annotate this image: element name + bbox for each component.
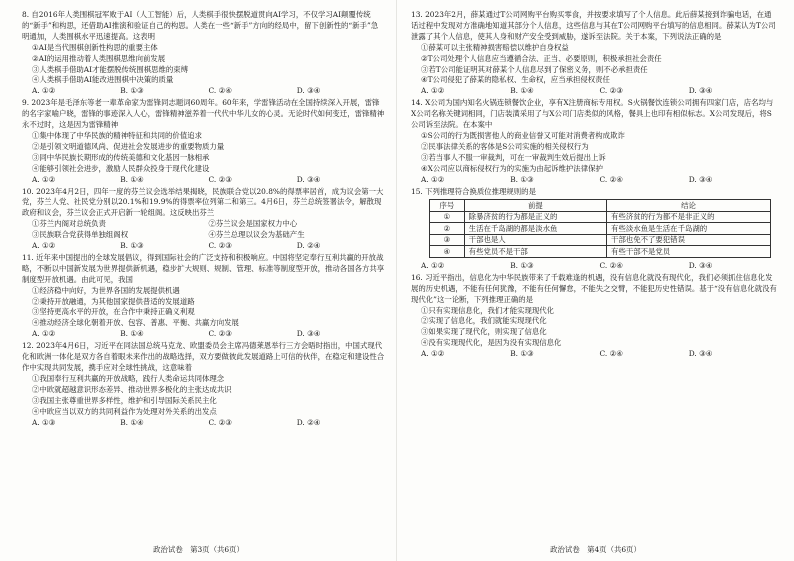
table-cell: 除暴济贫的行为都是正义的: [464, 211, 606, 223]
question-10: [22, 187, 385, 252]
option-b[interactable]: B. ①③: [510, 260, 534, 270]
option-b[interactable]: B. ①④: [510, 86, 534, 96]
answer-options: [421, 349, 778, 360]
statement: ④中欧应当以双方的共同利益作为处理对外关系的出发点: [32, 406, 217, 416]
option-d[interactable]: D. ②④: [296, 241, 321, 251]
option-c[interactable]: C. ②③: [208, 241, 232, 251]
table-cell: 有些淡水鱼是生活在千岛湖的: [607, 223, 771, 235]
table-row: [430, 234, 771, 246]
option-c[interactable]: C. ②③: [208, 174, 232, 184]
table-cell: 有些济贫的行为都不是非正义的: [607, 211, 771, 223]
statement-grid: [32, 219, 385, 241]
statement: ①集中体现了中华民族的精神特征和共同的价值追求: [32, 130, 202, 140]
table-row: [430, 246, 771, 258]
page-footer: 政治试卷 第3页（共6页）: [153, 545, 244, 554]
question-stem: 13. 2023年2月，薛某通过T公司网购平台购买零食，并按要求填写了个人信息。此后薛某接到诈骗电话，在通话过程中发现对方准确地知道其部分个人信息，这些信息与其在T公司网购平台填写的信息相同。薛某认为T公司泄露了其个人信息，使其人身和财产安全受到威胁，遂诉至法院。关于本案，下列说法正确的是: [411, 10, 776, 41]
question-16: [411, 273, 778, 360]
question-8: [22, 10, 385, 97]
question-stem: 16. 习近平指出，信息化为中华民族带来了千载难逢的机遇，没有信息化就没有现代化，我们必须抓住信息化发展的历史机遇，不能有任何犹豫，不能有任何懈怠，不能失之交臂，不能犯历史性错误。基于“没有信息化就没有现代化”这一论断，下列推理正确的是: [411, 272, 777, 304]
option-d[interactable]: D. ②④: [296, 417, 321, 427]
table-cell: ①: [430, 211, 465, 223]
answer-options: [32, 418, 385, 429]
statement: ②民事法律关系的客体是S公司实施的相关侵权行为: [421, 141, 589, 151]
statement: ③同中华民族长期形成的传统美德和文化基因一脉相承: [32, 152, 210, 162]
statement: ④人类棋手借助AI能改进围棋中决策的质量: [32, 75, 174, 85]
question-13: [411, 10, 778, 97]
option-a[interactable]: A. ①②: [421, 260, 445, 270]
statement: ②芬兰议会是国家权力中心: [208, 219, 298, 229]
option-c[interactable]: C. ②③: [208, 329, 232, 339]
table-cell: 干部也免不了要犯错误: [607, 234, 771, 246]
statement: ④推动经济全球化朝着开放、包容、普惠、平衡、共赢方向发展: [32, 318, 239, 328]
statement: ②AI的运用推动着人类围棋思维向前发展: [32, 53, 166, 63]
statement: ③我国主张尊重世界多样性，维护和引导国际关系民主化: [32, 395, 217, 405]
answer-options: [421, 175, 778, 186]
statement: ①AI是当代围棋创新性构思的重要主体: [32, 42, 158, 52]
question-11: [22, 253, 385, 340]
column-header: 结论: [607, 200, 771, 212]
statement: ①芬兰内阁对总统负责: [32, 219, 106, 229]
question-stem: 14. X公司为国内知名火锅连锁餐饮企业，享有X注册商标专用权。S火锅餐饮连锁公司拥有四家门店，店名均与X公司名称关键词相同，门店装潢采用了与X公司门店类似的风格，餐具上也印有相似标志。X公司发现后，将S公司诉至法院。在本案中: [411, 98, 774, 130]
question-9: [22, 98, 385, 185]
option-c[interactable]: C. ②④: [599, 349, 623, 359]
statement: ②中欧就超越意识形态差异、推动世界多极化的主张达成共识: [32, 384, 232, 394]
statement: ①我国奉行互利共赢的开放战略，践行人类命运共同体理念: [32, 373, 225, 383]
option-c[interactable]: C. ②③: [208, 417, 232, 427]
reasoning-table: [429, 199, 771, 258]
table-row: [430, 211, 771, 223]
question-12: [22, 341, 385, 428]
statement: ④T公司侵犯了薛某的隐私权、生命权，应当承担侵权责任: [421, 75, 610, 85]
option-a[interactable]: A. ①②: [32, 329, 56, 339]
statement: ③人类棋手借助AI才能摆脱传统围棋思维的束缚: [32, 64, 189, 74]
option-a[interactable]: A. ①②: [32, 241, 56, 251]
option-d[interactable]: D. ③④: [688, 174, 713, 184]
table-cell: ②: [430, 223, 465, 235]
statement: ②实现了信息化，我们就能实现现代化: [421, 316, 547, 326]
answer-options: [32, 329, 385, 340]
table-header-row: [430, 200, 771, 212]
question-14: [411, 98, 778, 185]
column-header: 前提: [464, 200, 606, 212]
question-stem: 9. 2023年是毛泽东等老一辈革命家为雷锋同志题词60周年。60年来，学雷锋活动在全国持续深入开展，雷锋的名字家喻户晓，雷锋的事迹深入人心，雷锋精神滋养着一代代中华儿女的心灵。无论时代如何变迁，雷锋精神永不过时，这是因为雷锋精神: [22, 98, 385, 130]
answer-options: [421, 86, 778, 97]
statement: ③若T公司能证明其对薛某个人信息尽到了保密义务，则不必承担责任: [421, 64, 648, 74]
answer-options: [421, 261, 778, 272]
option-d[interactable]: D. ③④: [296, 86, 321, 96]
option-a[interactable]: A. ①②: [32, 86, 56, 96]
option-a[interactable]: A. ①③: [32, 417, 56, 427]
table-cell: 有些干部不是党员: [607, 246, 771, 258]
page-footer: 政治试卷 第4页（共6页）: [550, 545, 641, 554]
statement: ①S公司的行为既损害他人的商业信誉又可能对消费者构成欺诈: [421, 130, 625, 140]
statement: ③如果实现了现代化，则实现了信息化: [421, 327, 547, 337]
option-b[interactable]: B. ①④: [120, 417, 144, 427]
option-b[interactable]: B. ①③: [120, 86, 144, 96]
option-b[interactable]: B. ①③: [510, 174, 534, 184]
statement: ①薛某可以主张精神损害赔偿以维护自身权益: [421, 42, 569, 52]
table-cell: ④: [430, 246, 465, 258]
option-d[interactable]: D. ③④: [296, 174, 321, 184]
statement: ①只有实现信息化，我们才能实现现代化: [421, 305, 555, 315]
option-a[interactable]: A. ①②: [421, 174, 445, 184]
option-c[interactable]: C. ②③: [599, 86, 623, 96]
question-stem: 8. 自2016年人类围棋冠军败于AI（人工智能）后，人类棋手很快摆脱道贯向AI学习，不仅学习AI颠覆传统的“新手”和构思，还借助AI推演和验证自己的构思。人类在一些“新手”方向的经局中，留下创新性的“新手”急明通加，人类围棋水平迅速提高。这表明: [22, 10, 379, 41]
answer-options: [32, 241, 385, 252]
option-a[interactable]: A. ①②: [32, 174, 56, 184]
option-d[interactable]: D. ③④: [688, 349, 713, 359]
option-a[interactable]: A. ①②: [421, 349, 445, 359]
option-d[interactable]: D. ③④: [688, 86, 713, 96]
option-b[interactable]: B. ①③: [120, 241, 144, 251]
option-c[interactable]: C. ②④: [599, 174, 623, 184]
option-d[interactable]: D. ③④: [296, 329, 321, 339]
statement: ④X公司应以商标侵权行为的实施为由起诉维护法律保护: [421, 163, 603, 173]
column-header: 序号: [430, 200, 465, 212]
table-cell: 有些党员不是干部: [464, 246, 606, 258]
option-d[interactable]: D. ③④: [688, 260, 713, 270]
statement: ④芬兰总理以议会为基础产生: [208, 230, 305, 240]
question-15: [411, 187, 778, 272]
option-c[interactable]: C. ②④: [208, 86, 232, 96]
table-cell: ③: [430, 234, 465, 246]
table-cell: 生活在千岛湖的都是淡水鱼: [464, 223, 606, 235]
option-b[interactable]: B. ①④: [120, 329, 144, 339]
option-b[interactable]: B. ①③: [510, 349, 534, 359]
statement: ④没有实现现代化，是因为没有实现信息化: [421, 338, 562, 348]
answer-options: [32, 86, 385, 97]
statement: ④能够引领社会进步，激励人民群众投身于现代化建设: [32, 163, 210, 173]
statement: ②秉持开放融通，为其他国家提供普适的发展道路: [32, 296, 195, 306]
question-stem: 12. 2023年4月6日，习近平在同法国总统马克龙、欧盟委员会主席冯德莱恩举行三方会晤时指出，中国式现代化和欧洲一体化是双方各自着眼未来作出的战略选择，双方要做彼此发展道路上可信的伙伴，在稳定和建设性合作中实现共同发展，携手应对全球性挑战，这意味着: [22, 341, 385, 372]
question-stem: 15. 下列推理符合换质位推理规则的是: [411, 186, 536, 196]
statement: ③若当事人不服一审裁判，可在一审裁判生效后提出上诉: [421, 152, 606, 162]
statement: ②T公司处理个人信息应当遵循合法、正当、必要原则，积极承担社会责任: [421, 53, 662, 63]
statement: ③坚持更高水平的开放，在合作中秉持正确义利观: [32, 307, 195, 317]
statement: ②是引领文明道德风尚、促进社会发展进步的重要物质力量: [32, 141, 225, 151]
exam-page-4: [397, 0, 794, 561]
option-c[interactable]: C. ②④: [599, 260, 623, 270]
option-b[interactable]: B. ①④: [120, 174, 144, 184]
question-stem: 11. 近年来中国提出的全球发展倡议，得到国际社会的广泛支持和积极响应。中国将坚定奉行互利共赢的开放战略，不断以中国新发展为世界提供新机遇，稳步扩大规则、规制、管理、标准等制度型开放，推动各国各方共享制度型开放机遇。由此可见，我国: [22, 252, 385, 284]
statement: ①经济稳中向好，为世界各国的发展提供机遇: [32, 285, 180, 295]
question-stem: 10. 2023年4月2日，四年一度的芬兰议会选举结果揭晓，民族联合党以20.8%的得票率居首，成为议会第一大党，芬兰人党、社民党分别以20.1%和19.9%的得票率位列第二和第三。4月6日，芬兰总统签署法令，解散现政府和议会，芬兰议会正式开启新一轮组阁。这反映出芬兰: [22, 186, 384, 218]
option-a[interactable]: A. ①②: [421, 86, 445, 96]
statement: ③民族联合党获得单独组阁权: [32, 230, 129, 240]
table-cell: 干部也是人: [464, 234, 606, 246]
answer-options: [32, 175, 385, 186]
table-row: [430, 223, 771, 235]
